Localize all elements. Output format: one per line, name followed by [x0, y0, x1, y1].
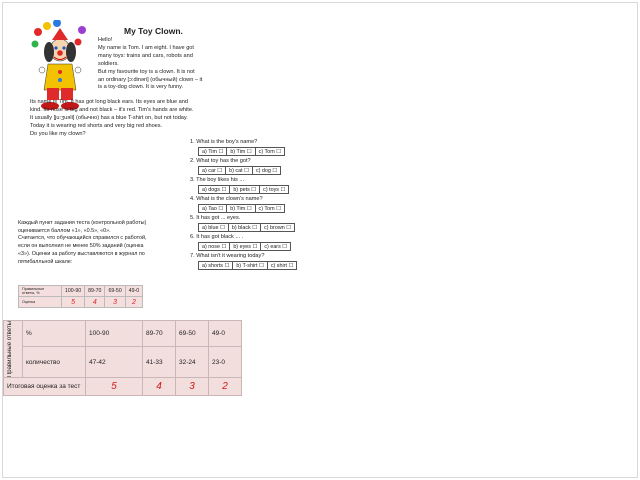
count-range: 32-24: [176, 347, 209, 378]
story-line: Hello!: [98, 37, 113, 43]
range-cell: 89-70: [85, 286, 105, 297]
answer-option[interactable]: b) cat ☐: [225, 166, 252, 175]
instruction-line: «3»). Оценки за работу выставляются в журнал по: [18, 250, 145, 257]
story-line: kind. Its nose is big and not black – it's red. Tim's hands are white.: [30, 106, 194, 113]
final-mark: 2: [209, 378, 242, 396]
question-6: [190, 233, 330, 251]
answer-option[interactable]: a) dogs ☐: [198, 185, 229, 194]
story-line: soldiers.: [98, 60, 119, 67]
story-text-top: [98, 37, 248, 92]
question-text: 5. It has got ... eyes.: [190, 215, 241, 221]
question-3: [190, 176, 330, 194]
instruction-line: Каждый пункт задания теста (контрольной работы): [18, 220, 147, 226]
percent-range: 100-90: [86, 321, 143, 347]
question-1: [190, 138, 330, 156]
instruction-line: Считается, что обучающийся справился с работой,: [18, 235, 147, 242]
answer-option[interactable]: b) black ☐: [228, 223, 260, 232]
answer-option[interactable]: c) ears ☐: [260, 242, 291, 251]
grade-mark: 2: [125, 297, 142, 308]
grade-mark: 5: [62, 297, 85, 308]
grading-instructions: [18, 220, 194, 266]
percent-range: 89-70: [143, 321, 176, 347]
count-range: 41-33: [143, 347, 176, 378]
side-label: Правильные ответы: [7, 321, 13, 378]
instruction-line: оценивается баллом «1», «0.5», «0».: [18, 227, 111, 234]
final-grade-label: Итоговая оценка за тест: [4, 378, 86, 396]
story-line: many toys: trains and cars, robots and: [98, 52, 193, 59]
question-text: 4. What is the clown's name?: [190, 196, 263, 202]
answer-option[interactable]: a) blue ☐: [198, 223, 228, 232]
answer-option[interactable]: a) Tao ☐: [198, 204, 226, 213]
count-range: 47-42: [86, 347, 143, 378]
answer-option[interactable]: a) shorts ☐: [198, 261, 232, 270]
grade-mark: 4: [85, 297, 105, 308]
story-title: My Toy Clown.: [124, 26, 183, 36]
question-text: 7. What isn't it wearing today?: [190, 253, 265, 259]
range-cell: 100-90: [62, 286, 85, 297]
answer-option[interactable]: b) Tim ☐: [226, 147, 254, 156]
final-mark: 3: [176, 378, 209, 396]
question-7: [190, 252, 330, 270]
question-4: [190, 195, 330, 213]
answer-option[interactable]: a) nose ☐: [198, 242, 229, 251]
story-line: an ordinary [ɔ:dinəri] (обычный) clown – it: [98, 76, 203, 83]
answer-option[interactable]: c) Tom ☐: [255, 204, 285, 213]
question-5: [190, 214, 330, 232]
answer-option[interactable]: a) Tim ☐: [198, 147, 226, 156]
grade-mark: 3: [105, 297, 125, 308]
story-line: Today it is wearing red shorts and very big red shoes.: [30, 122, 163, 129]
question-2: [190, 157, 330, 175]
question-text: 3. The boy likes his ...: [190, 177, 244, 183]
question-text: 6. It has got black ... .: [190, 234, 244, 240]
story-line: Do you like my clown?: [30, 130, 86, 137]
small-grade-table: [18, 285, 143, 308]
answer-option[interactable]: c) dog ☐: [252, 166, 281, 175]
story-line: Its name is Tim. It has got long black ears. Its eyes are blue and: [30, 99, 188, 105]
percent-header: %: [23, 321, 86, 347]
story-line: It usually [ju:ʒuəli] (обычно) has a blue T-shirt on, but not today.: [30, 114, 188, 121]
percent-range: 49-0: [209, 321, 242, 347]
story-text-bottom: [30, 99, 210, 139]
story-line: But my favourite toy is a clown. It is not: [98, 68, 195, 75]
question-text: 1. What is the boy's name?: [190, 139, 258, 145]
range-cell: 69-50: [105, 286, 125, 297]
answer-option[interactable]: b) Tim ☐: [226, 204, 254, 213]
instruction-line: пятибалльной шкале:: [18, 258, 73, 265]
story-line: My name is Tom. I am eight. I have got: [98, 44, 194, 51]
answer-option[interactable]: c) shirt ☐: [267, 261, 298, 270]
grade-label: Оценка: [19, 297, 62, 308]
range-cell: 49-0: [125, 286, 142, 297]
answer-option[interactable]: c) toys ☐: [259, 185, 289, 194]
count-range: 23-0: [209, 347, 242, 378]
big-grade-table: [3, 320, 242, 396]
answer-option[interactable]: c) brown ☐: [260, 223, 295, 232]
percent-label: Правильные ответы, %: [19, 286, 62, 297]
answer-option[interactable]: b) T-shirt ☐: [232, 261, 267, 270]
count-header: количество: [23, 347, 86, 378]
percent-range: 69-50: [176, 321, 209, 347]
answer-option[interactable]: b) eyes ☐: [229, 242, 260, 251]
answer-option[interactable]: a) car ☐: [198, 166, 225, 175]
answer-option[interactable]: b) pets ☐: [229, 185, 259, 194]
instruction-line: если он выполнил не менее 50% заданий (оценка: [18, 243, 144, 250]
final-mark: 5: [86, 378, 143, 396]
story-line: is a toy-dog clown. It is very funny.: [98, 84, 184, 91]
answer-option[interactable]: c) Tom ☐: [255, 147, 285, 156]
final-mark: 4: [143, 378, 176, 396]
question-text: 2. What toy has the got?: [190, 158, 251, 164]
questions-block: [190, 138, 330, 271]
